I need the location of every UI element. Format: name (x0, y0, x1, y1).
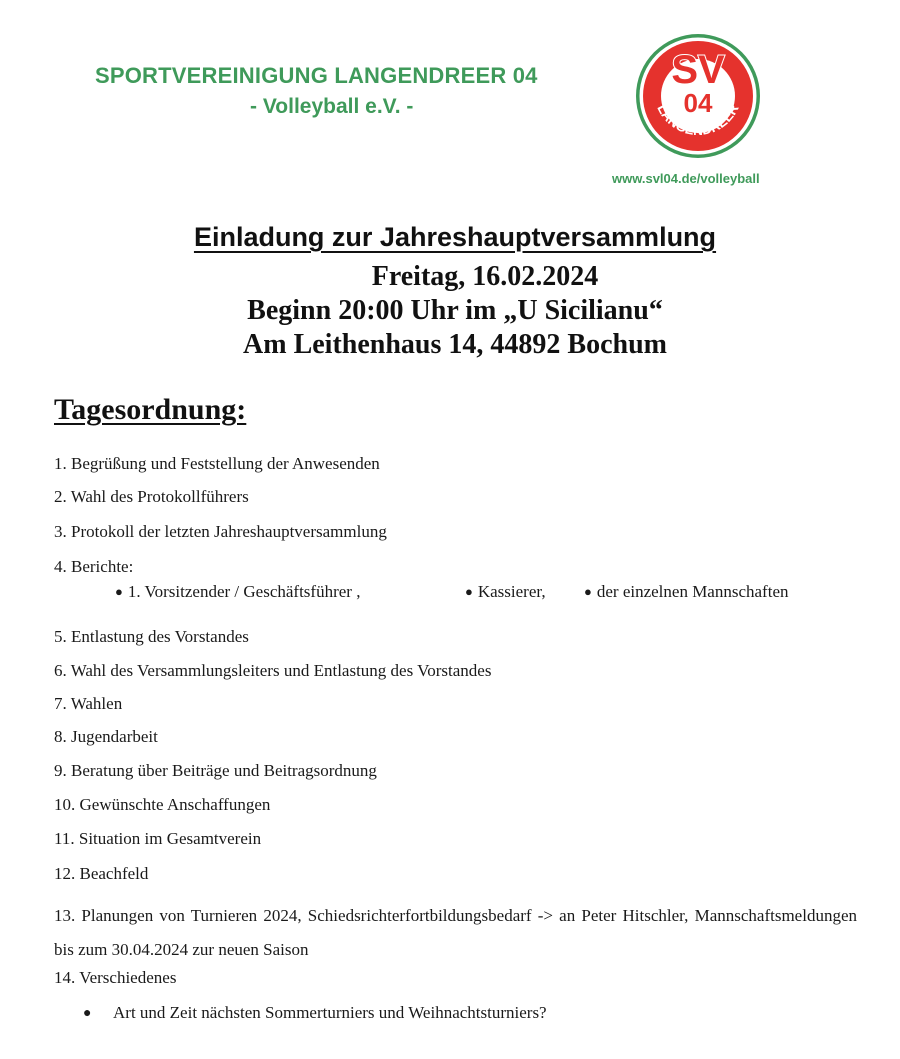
bullet-icon: ● (115, 584, 123, 599)
bullet-icon: ● (584, 584, 592, 599)
agenda-item: 6. Wahl des Versammlungsleiters und Entlastung des Vorstandes (54, 661, 492, 680)
agenda-item: 10. Gewünschte Anschaffungen (54, 795, 271, 814)
agenda-item: 1. Begrüßung und Feststellung der Anwesenden (54, 454, 380, 473)
meeting-time-place: Beginn 20:00 Uhr im „U Sicilianu“ (247, 295, 663, 326)
reports-item-label: 1. Vorsitzender / Geschäftsführer , (127, 582, 361, 601)
misc-list-item (83, 1003, 547, 1023)
agenda-item: 3. Protokoll der letzten Jahreshauptversammlung (54, 522, 387, 541)
agenda-item: 8. Jugendarbeit (54, 727, 158, 746)
logo-number-text: 04 (683, 88, 713, 118)
agenda-heading: Tagesordnung: (54, 393, 247, 426)
agenda-item: 13. Planungen von Turnieren 2024, Schiedsrichterfortbildungsbedarf -> an Peter Hitschler, Mannschaftsmeldungen bis zum 30.04.2024 zur neuen Saison (54, 906, 857, 959)
agenda-item: 11. Situation im Gesamtverein (54, 829, 262, 848)
reports-item-label: der einzelnen Mannschaften (596, 582, 789, 601)
website-link[interactable]: www.svl04.de/volleyball (612, 171, 760, 186)
agenda-item: 5. Entlastung des Vorstandes (54, 627, 249, 646)
reports-list-item (584, 582, 789, 602)
agenda-item: 12. Beachfeld (54, 864, 149, 883)
meeting-address: Am Leithenhaus 14, 44892 Bochum (243, 329, 667, 360)
invitation-title: Einladung zur Jahreshauptversammlung (193, 222, 717, 252)
reports-list-item (115, 582, 360, 602)
reports-item-label: Kassierer, (477, 582, 546, 601)
club-logo (634, 32, 762, 160)
club-subtitle: - Volleyball e.V. - (250, 95, 414, 118)
agenda-item: 2. Wahl des Protokollführers (54, 487, 249, 506)
club-name: SPORTVEREINIGUNG LANGENDREER 04 (95, 63, 538, 88)
agenda-item: 9. Beratung über Beiträge und Beitragsordnung (54, 761, 377, 780)
logo-ring-text: LANGENDREER (654, 101, 742, 138)
reports-list-item (465, 582, 546, 602)
agenda-item: 7. Wahlen (54, 694, 123, 713)
agenda-item: 14. Verschiedenes (54, 968, 177, 987)
agenda-item: 4. Berichte: (54, 557, 134, 576)
meeting-date: Freitag, 16.02.2024 (371, 261, 599, 292)
bullet-icon: ● (83, 1006, 92, 1021)
bullet-icon: ● (465, 584, 473, 599)
logo-sv-text: SV (671, 48, 725, 92)
misc-item-label: Art und Zeit nächsten Sommerturniers und Weihnachtsturniers? (113, 1003, 547, 1022)
